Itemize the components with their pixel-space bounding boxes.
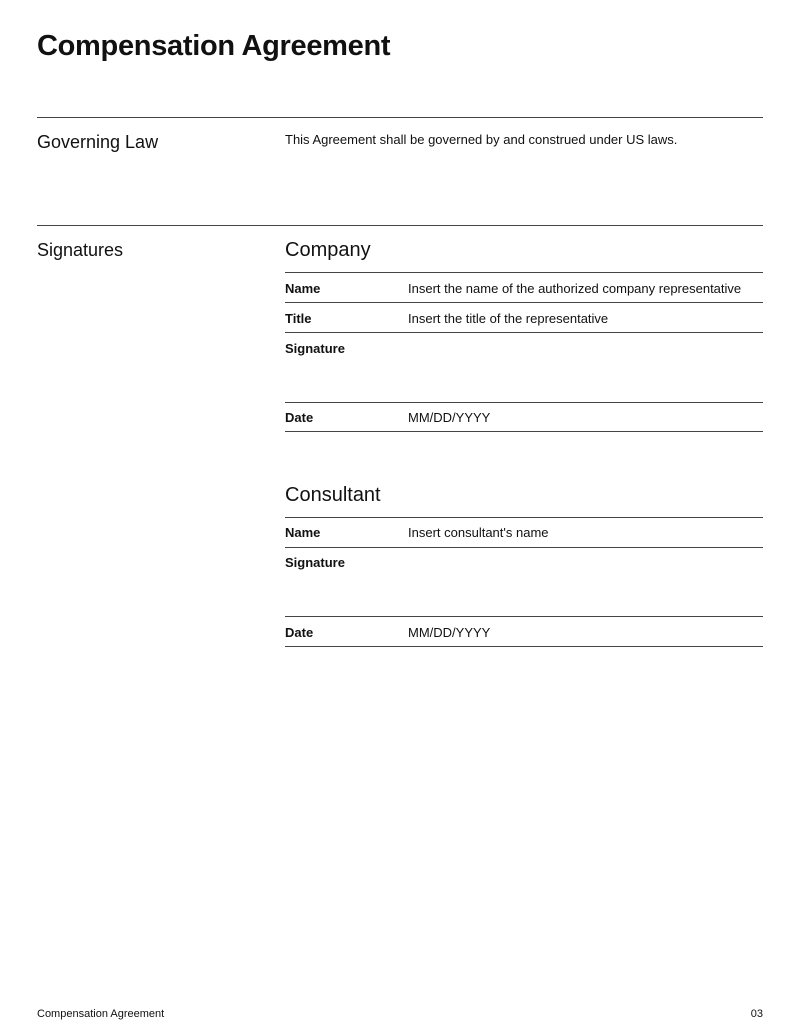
section-divider xyxy=(37,117,763,118)
page-number: 03 xyxy=(750,1008,763,1020)
field-divider xyxy=(285,431,763,432)
field-divider xyxy=(285,332,763,333)
company-title-label: Title xyxy=(285,311,312,326)
consultant-signature-label: Signature xyxy=(285,555,345,570)
consultant-name-label: Name xyxy=(285,525,321,540)
consultant-signature-line[interactable] xyxy=(285,616,763,617)
section-divider xyxy=(37,225,763,226)
field-divider xyxy=(285,272,763,273)
consultant-name-field[interactable]: Insert consultant's name xyxy=(408,525,549,540)
company-signature-line[interactable] xyxy=(285,402,763,403)
company-title-field[interactable]: Insert the title of the representative xyxy=(408,311,609,326)
company-date-label: Date xyxy=(285,410,314,425)
company-heading: Company xyxy=(285,239,371,261)
consultant-date-label: Date xyxy=(285,625,314,640)
consultant-date-field[interactable]: MM/DD/YYYY xyxy=(408,625,491,640)
governing-law-text: This Agreement shall be governed by and construed under US laws. xyxy=(285,132,678,147)
field-divider xyxy=(285,302,763,303)
company-signature-label: Signature xyxy=(285,341,345,356)
governing-law-heading: Governing Law xyxy=(37,132,159,152)
consultant-heading: Consultant xyxy=(285,484,381,506)
page-title: Compensation Agreement xyxy=(37,30,391,62)
field-divider xyxy=(285,547,763,548)
company-name-field[interactable]: Insert the name of the authorized company representative xyxy=(408,281,742,296)
field-divider xyxy=(285,646,763,647)
signatures-heading: Signatures xyxy=(37,240,124,260)
footer-document-name: Compensation Agreement xyxy=(37,1008,165,1020)
company-date-field[interactable]: MM/DD/YYYY xyxy=(408,410,491,425)
field-divider xyxy=(285,517,763,518)
company-name-label: Name xyxy=(285,281,321,296)
